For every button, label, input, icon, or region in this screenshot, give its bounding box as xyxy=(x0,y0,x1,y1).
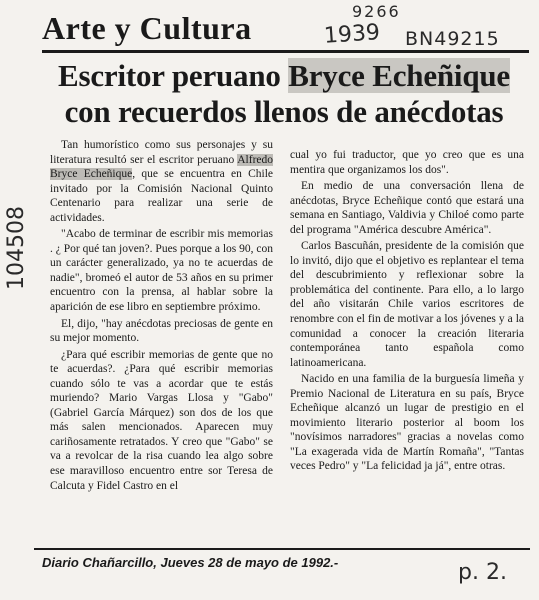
left-paragraph-3: El, dijo, "hay anécdotas preciosas de gente en su mejor momento. xyxy=(50,317,273,345)
top-rule xyxy=(42,50,529,53)
right-paragraph-2: En medio de una conversación llena de anécdotas, Bryce Echeñique contó que estará una semana en Santiago, Valdivia y Chiloé como parte del programa "América descubre América". xyxy=(290,180,524,236)
right-paragraph-3: Carlos Bascuñán, presidente de la comisión que lo invitó, dijo que el objetivo es replantear el tema del descubrimiento y reflexionar sobre la problemática del continente. Para ello, a lo largo del año visitarán Chile varios escritores de renombre con el fin de motivar a los jóvenes y a la comunidad a conocer la creación literaria contemporánea tanto española como latinoamericana. xyxy=(290,240,524,369)
left-p1-start: Tan humorístico como sus personajes y su literatura resultó ser el escritor peruano xyxy=(50,139,273,166)
bottom-rule xyxy=(34,548,530,550)
headline-line2: con recuerdos llenos de anécdotas xyxy=(64,94,504,129)
left-paragraph-1 xyxy=(50,138,273,225)
author-name: Alfredo Bryce Echeñique xyxy=(50,153,273,181)
right-column xyxy=(290,148,524,474)
left-paragraph-2: "Acabo de terminar de escribir mis memorias . ¿ Por qué tan joven?. Pues porque a los 90, con un carácter generalizado, ya no te acuerdas de nadie", bromeó el autor de 53 años en su primer encuentro con la prensa, al hablar sobre la aparición de ese libro en septiembre próximo. xyxy=(50,228,273,314)
section-title: Arte y Cultura xyxy=(42,10,252,46)
headline-line1-start: Escritor peruano xyxy=(58,58,289,93)
headline xyxy=(38,58,530,130)
right-paragraph-4: Nacido en una familia de la burguesía limeña y Premio Nacional de Literatura en su país, Bryce Echeñique alcanzó un lugar de prestigio en el movimiento literario posterior al boom los "novísimos narradores" gracias a novelas como "La exagerada vida de Martín Romaña", "Tantas veces Pedro" y "La felicidad ja já", entre otras. xyxy=(290,373,524,473)
headline-name: Bryce Echeñique xyxy=(288,58,510,93)
handwritten-code: 9266 xyxy=(352,2,401,21)
right-paragraph-1: cual yo fui traductor, que yo creo que es una mentira que organizamos los dos". xyxy=(290,149,524,176)
handwritten-side-number: 104508 xyxy=(4,206,29,290)
footer-source: Diario Chañarcillo, Jueves 28 de mayo de 1992.- xyxy=(42,555,339,570)
handwritten-year: 1939 xyxy=(323,20,381,49)
handwritten-number: BN49215 xyxy=(405,28,500,50)
left-p1-end: , que se encuentra en Chile invitado por la Comisión Nacional Quinto Centenario para realizar una serie de actividades. xyxy=(50,168,273,224)
left-paragraph-4: ¿Para qué escribir memorias de gente que no te acuerdas?. ¿Para qué escribir memorias cuando sólo te vas a acordar que te estás muriendo? Mario Vargas Llosa y "Gabo" (Gabriel García Márquez) son dos de los que más salen mencionados. Aparecen muy cariñosamente retratados. Y creo que "Gabo" se va a revolcar de la risa cuando lea algo sobre ese maravilloso encuentro entre sor Teresa de Calcuta y Fidel Castro en el xyxy=(50,348,273,492)
left-column xyxy=(50,138,273,493)
handwritten-page: p. 2. xyxy=(458,560,507,585)
